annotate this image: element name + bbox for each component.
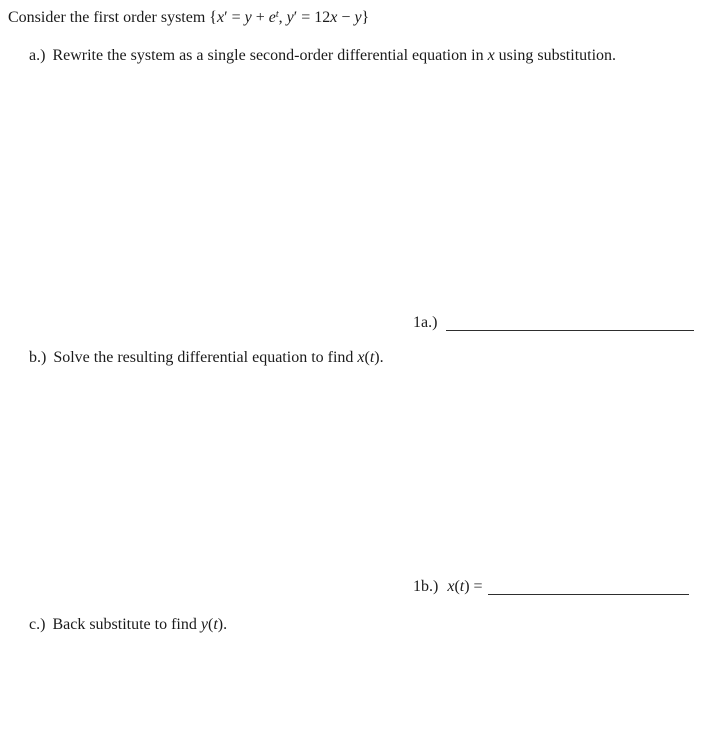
- answer-1a-label: 1a.): [413, 314, 438, 331]
- math-var-e: e: [268, 9, 276, 26]
- math-comma: ,: [278, 9, 287, 26]
- answer-line-1a: [413, 313, 694, 332]
- math-var-y: y: [286, 9, 294, 26]
- math-brace-close: }: [361, 9, 370, 26]
- math-paren-close: ): [464, 578, 470, 595]
- math-paren-open: (: [207, 616, 214, 633]
- part-c-label: c.): [29, 616, 46, 633]
- math-var-y: y: [354, 9, 362, 26]
- math-var-t: t: [369, 349, 375, 366]
- math-var-t: t: [213, 616, 218, 633]
- answer-1b-label: 1b.): [413, 578, 439, 595]
- math-paren-close: ).: [217, 616, 228, 633]
- part-b-prompt: [29, 348, 384, 367]
- part-a-label: a.): [29, 47, 46, 64]
- math-equals: =: [469, 578, 487, 595]
- math-var-x: x: [487, 47, 495, 64]
- part-a-prompt: [29, 46, 616, 65]
- answer-1a-blank: [446, 327, 694, 331]
- problem-intro-text: Consider the first order system: [8, 9, 210, 26]
- math-var-x: x: [330, 9, 338, 26]
- math-brace-open: {: [209, 9, 217, 26]
- math-operator: ′ =: [224, 9, 245, 26]
- part-b-label: b.): [29, 349, 47, 366]
- math-var-x: x: [357, 349, 365, 366]
- math-paren-open: (: [364, 349, 370, 366]
- math-operator: ′ = 12: [293, 9, 331, 26]
- superscript-t: t: [275, 9, 279, 20]
- math-var-y: y: [200, 616, 208, 633]
- answer-line-1b: [413, 577, 689, 596]
- math-var-x: x: [216, 9, 225, 26]
- part-a-text: Rewrite the system as a single second-order differential equation in: [52, 47, 488, 64]
- math-var-y: y: [244, 9, 252, 26]
- math-paren-close: ).: [374, 349, 384, 366]
- math-var-t: t: [459, 578, 465, 595]
- part-c-text: Back substitute to find: [52, 616, 201, 633]
- part-a-text: using substitution.: [494, 47, 617, 64]
- math-operator: +: [251, 9, 269, 26]
- answer-1b-blank: [488, 591, 689, 595]
- math-paren-open: (: [454, 578, 460, 595]
- math-operator: −: [337, 9, 355, 26]
- math-var-x: x: [447, 578, 455, 595]
- problem-statement: [8, 8, 369, 29]
- part-b-text: Solve the resulting differential equation to find: [53, 349, 358, 366]
- part-c-prompt: [29, 615, 227, 634]
